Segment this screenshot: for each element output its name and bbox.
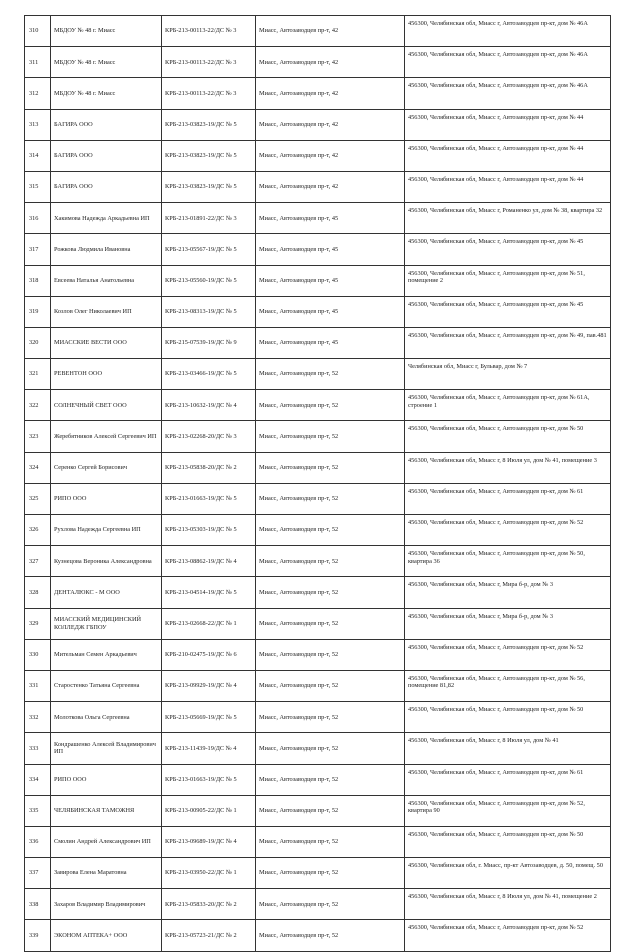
table-row — [25, 764, 611, 795]
legal-address-cell: 456300, Челябинская обл, Миасс г, Мира б-р, дом № 3 — [405, 577, 611, 608]
table-row — [25, 452, 611, 483]
organization-name-cell: Молоткова Ольга Сергеевна — [51, 702, 162, 733]
organization-name-cell: Завирова Елена Маратовна — [51, 858, 162, 889]
object-location-cell: Миасс, Автозаводцев пр-т, 45 — [256, 327, 405, 358]
registry-code-cell: КРБ-213-00113-22/ДС № 3 — [162, 16, 256, 47]
registry-code-cell: КРБ-213-05560-19/ДС № 5 — [162, 265, 256, 296]
registry-code-cell: КРБ-213-01891-22/ДС № 3 — [162, 203, 256, 234]
legal-address-cell: 456300, Челябинская обл, Миасс г, Мира б-р, дом № 3 — [405, 608, 611, 639]
object-location-cell: Миасс, Автозаводцев пр-т, 52 — [256, 702, 405, 733]
table-row — [25, 296, 611, 327]
legal-address-cell: 456300, Челябинская обл, Миасс г, Автозаводцев пр-кт, дом № 44 — [405, 109, 611, 140]
row-number-cell: 335 — [25, 795, 51, 826]
row-number-cell: 330 — [25, 639, 51, 670]
object-location-cell: Миасс, Автозаводцев пр-т, 52 — [256, 639, 405, 670]
object-location-cell: Миасс, Автозаводцев пр-т, 52 — [256, 359, 405, 390]
table-row — [25, 16, 611, 47]
object-location-cell: Миасс, Автозаводцев пр-т, 52 — [256, 577, 405, 608]
organization-name-cell: Старостенко Татьяна Сергеевна — [51, 670, 162, 701]
row-number-cell: 313 — [25, 109, 51, 140]
legal-address-cell: 456300, Челябинская обл, Миасс г, Автозаводцев пр-кт, дом № 44 — [405, 140, 611, 171]
table-row — [25, 359, 611, 390]
registry-code-cell: КРБ-213-05838-20/ДС № 2 — [162, 452, 256, 483]
object-location-cell: Миасс, Автозаводцев пр-т, 45 — [256, 265, 405, 296]
registry-code-cell: КРБ-213-05833-20/ДС № 2 — [162, 889, 256, 920]
organization-name-cell: Кондрашенко Алексей Владимирович ИП — [51, 733, 162, 764]
organization-name-cell: РИПО ООО — [51, 764, 162, 795]
row-number-cell: 324 — [25, 452, 51, 483]
organization-name-cell: РИПО ООО — [51, 483, 162, 514]
legal-address-cell: 456300, Челябинская обл, Миасс г, 8 Июля ул, дом № 41, помещение 2 — [405, 889, 611, 920]
legal-address-cell: Челябинская обл, Миасс г, Бульвар, дом № 7 — [405, 359, 611, 390]
registry-code-cell: КРБ-213-09689-19/ДС № 4 — [162, 826, 256, 857]
legal-address-cell: 456300, Челябинская обл, Миасс г, Автозаводцев пр-кт, дом № 52 — [405, 639, 611, 670]
row-number-cell: 334 — [25, 764, 51, 795]
organization-name-cell: БАГИРА ООО — [51, 171, 162, 202]
row-number-cell: 325 — [25, 483, 51, 514]
legal-address-cell: 456300, Челябинская обл, Миасс г, Автозаводцев пр-кт, дом № 52 — [405, 515, 611, 546]
object-location-cell: Миасс, Автозаводцев пр-т, 42 — [256, 140, 405, 171]
table-row — [25, 171, 611, 202]
object-location-cell: Миасс, Автозаводцев пр-т, 52 — [256, 920, 405, 951]
object-location-cell: Миасс, Автозаводцев пр-т, 52 — [256, 546, 405, 577]
table-row — [25, 483, 611, 514]
legal-address-cell: 456300, Челябинская обл, Миасс г, Романенко ул, дом № 38, квартира 32 — [405, 203, 611, 234]
organization-name-cell: Хакимова Надежда Аркадьевна ИП — [51, 203, 162, 234]
registry-code-cell: КРБ-213-10632-19/ДС № 4 — [162, 390, 256, 421]
organization-name-cell: БАГИРА ООО — [51, 109, 162, 140]
row-number-cell: 315 — [25, 171, 51, 202]
object-location-cell: Миасс, Автозаводцев пр-т, 42 — [256, 171, 405, 202]
legal-address-cell: 456300, Челябинская обл, г. Миасс, пр-кт Автозаводцев, д. 50, помещ. 50 — [405, 858, 611, 889]
object-location-cell: Миасс, Автозаводцев пр-т, 52 — [256, 483, 405, 514]
object-location-cell: Миасс, Автозаводцев пр-т, 45 — [256, 234, 405, 265]
row-number-cell: 333 — [25, 733, 51, 764]
object-location-cell: Миасс, Автозаводцев пр-т, 52 — [256, 795, 405, 826]
row-number-cell: 317 — [25, 234, 51, 265]
legal-address-cell: 456300, Челябинская обл, Миасс г, 8 Июля ул, дом № 41 — [405, 733, 611, 764]
row-number-cell: 338 — [25, 889, 51, 920]
object-location-cell: Миасс, Автозаводцев пр-т, 52 — [256, 452, 405, 483]
table-row — [25, 390, 611, 421]
table-row — [25, 733, 611, 764]
object-location-cell: Миасс, Автозаводцев пр-т, 42 — [256, 78, 405, 109]
row-number-cell: 314 — [25, 140, 51, 171]
object-location-cell: Миасс, Автозаводцев пр-т, 52 — [256, 858, 405, 889]
legal-address-cell: 456300, Челябинская обл, Миасс г, Автозаводцев пр-кт, дом № 52 — [405, 920, 611, 951]
table-row — [25, 421, 611, 452]
object-location-cell: Миасс, Автозаводцев пр-т, 45 — [256, 203, 405, 234]
object-location-cell: Миасс, Автозаводцев пр-т, 42 — [256, 47, 405, 78]
table-row — [25, 47, 611, 78]
registry-code-cell: КРБ-213-01663-19/ДС № 5 — [162, 483, 256, 514]
row-number-cell: 327 — [25, 546, 51, 577]
registry-code-cell: КРБ-213-02668-22/ДС № 1 — [162, 608, 256, 639]
table-row — [25, 234, 611, 265]
registry-code-cell: КРБ-213-09929-19/ДС № 4 — [162, 670, 256, 701]
row-number-cell: 329 — [25, 608, 51, 639]
table-row — [25, 78, 611, 109]
organization-name-cell: МИАССКИЕ ВЕСТИ ООО — [51, 327, 162, 358]
organization-name-cell: Рухлова Надежда Сергеевна ИП — [51, 515, 162, 546]
table-row — [25, 203, 611, 234]
legal-address-cell: 456300, Челябинская обл, Миасс г, Автозаводцев пр-кт, дом № 56, помещение 81,82 — [405, 670, 611, 701]
legal-address-cell: 456300, Челябинская обл, Миасс г, Автозаводцев пр-кт, дом № 61 — [405, 764, 611, 795]
organization-name-cell: Жеребятников Алексей Сергеевич ИП — [51, 421, 162, 452]
registry-code-cell: КРБ-213-05723-21/ДС № 2 — [162, 920, 256, 951]
organization-name-cell: Мительман Семен Аркадьевич — [51, 639, 162, 670]
registry-table-body — [25, 16, 611, 952]
legal-address-cell: 456300, Челябинская обл, Миасс г, Автозаводцев пр-кт, дом № 50, квартира 36 — [405, 546, 611, 577]
object-location-cell: Миасс, Автозаводцев пр-т, 52 — [256, 390, 405, 421]
legal-address-cell: 456300, Челябинская обл, Миасс г, Автозаводцев пр-кт, дом № 51, помещение 2 — [405, 265, 611, 296]
organization-name-cell: БАГИРА ООО — [51, 140, 162, 171]
object-location-cell: Миасс, Автозаводцев пр-т, 52 — [256, 889, 405, 920]
organization-name-cell: Рожкова Людмила Ивановна — [51, 234, 162, 265]
table-row — [25, 826, 611, 857]
row-number-cell: 312 — [25, 78, 51, 109]
object-location-cell: Миасс, Автозаводцев пр-т, 52 — [256, 733, 405, 764]
registry-code-cell: КРБ-213-03823-19/ДС № 5 — [162, 109, 256, 140]
legal-address-cell: 456300, Челябинская обл, Миасс г, Автозаводцев пр-кт, дом № 46А — [405, 78, 611, 109]
table-row — [25, 515, 611, 546]
organization-name-cell: Смолин Андрей Александрович ИП — [51, 826, 162, 857]
object-location-cell: Миасс, Автозаводцев пр-т, 42 — [256, 16, 405, 47]
registry-code-cell: КРБ-213-02268-20/ДС № 3 — [162, 421, 256, 452]
registry-code-cell: КРБ-213-04514-19/ДС № 5 — [162, 577, 256, 608]
row-number-cell: 318 — [25, 265, 51, 296]
table-row — [25, 889, 611, 920]
legal-address-cell: 456300, Челябинская обл, Миасс г, Автозаводцев пр-кт, дом № 50 — [405, 826, 611, 857]
object-location-cell: Миасс, Автозаводцев пр-т, 42 — [256, 109, 405, 140]
legal-address-cell: 456300, Челябинская обл, Миасс г, Автозаводцев пр-кт, дом № 46А — [405, 16, 611, 47]
object-location-cell: Миасс, Автозаводцев пр-т, 52 — [256, 670, 405, 701]
registry-code-cell: КРБ-213-03823-19/ДС № 5 — [162, 171, 256, 202]
row-number-cell: 310 — [25, 16, 51, 47]
registry-code-cell: КРБ-213-05669-19/ДС № 5 — [162, 702, 256, 733]
registry-code-cell: КРБ-213-00905-22/ДС № 1 — [162, 795, 256, 826]
table-row — [25, 858, 611, 889]
registry-code-cell: КРБ-213-03466-19/ДС № 5 — [162, 359, 256, 390]
legal-address-cell: 456300, Челябинская обл, Миасс г, Автозаводцев пр-кт, дом № 49, пав.481 — [405, 327, 611, 358]
legal-address-cell: 456300, Челябинская обл, Миасс г, Автозаводцев пр-кт, дом № 46А — [405, 47, 611, 78]
object-location-cell: Миасс, Автозаводцев пр-т, 52 — [256, 764, 405, 795]
organization-name-cell: МИАССКИЙ МЕДИЦИНСКИЙ КОЛЛЕДЖ ГБПОУ — [51, 608, 162, 639]
row-number-cell: 323 — [25, 421, 51, 452]
organization-name-cell: Евсеева Наталья Анатольевна — [51, 265, 162, 296]
row-number-cell: 322 — [25, 390, 51, 421]
registry-code-cell: КРБ-213-00113-22/ДС № 3 — [162, 47, 256, 78]
organization-name-cell: МБДОУ № 48 г. Миасс — [51, 78, 162, 109]
registry-code-cell: КРБ-213-03950-22/ДС № 1 — [162, 858, 256, 889]
organization-name-cell: Козлов Олег Николаевич ИП — [51, 296, 162, 327]
organization-name-cell: МБДОУ № 48 г. Миасс — [51, 16, 162, 47]
row-number-cell: 319 — [25, 296, 51, 327]
registry-code-cell: КРБ-213-03823-19/ДС № 5 — [162, 140, 256, 171]
object-location-cell: Миасс, Автозаводцев пр-т, 52 — [256, 826, 405, 857]
table-row — [25, 140, 611, 171]
registry-code-cell: КРБ-213-08862-19/ДС № 4 — [162, 546, 256, 577]
row-number-cell: 331 — [25, 670, 51, 701]
organization-name-cell: Захаров Владимир Владимирович — [51, 889, 162, 920]
table-row — [25, 920, 611, 951]
row-number-cell: 339 — [25, 920, 51, 951]
table-row — [25, 109, 611, 140]
table-row — [25, 608, 611, 639]
organization-name-cell: МБДОУ № 48 г. Миасс — [51, 47, 162, 78]
registry-table — [24, 15, 611, 952]
organization-name-cell: СОЛНЕЧНЫЙ СВЕТ ООО — [51, 390, 162, 421]
registry-code-cell: КРБ-213-11439-19/ДС № 4 — [162, 733, 256, 764]
row-number-cell: 326 — [25, 515, 51, 546]
legal-address-cell: 456300, Челябинская обл, Миасс г, Автозаводцев пр-кт, дом № 61 — [405, 483, 611, 514]
table-row — [25, 670, 611, 701]
row-number-cell: 332 — [25, 702, 51, 733]
object-location-cell: Миасс, Автозаводцев пр-т, 52 — [256, 608, 405, 639]
registry-code-cell: КРБ-213-05303-19/ДС № 5 — [162, 515, 256, 546]
table-row — [25, 702, 611, 733]
table-row — [25, 577, 611, 608]
row-number-cell: 311 — [25, 47, 51, 78]
organization-name-cell: ЭКОНОМ АПТЕКА+ ООО — [51, 920, 162, 951]
row-number-cell: 336 — [25, 826, 51, 857]
legal-address-cell: 456300, Челябинская обл, Миасс г, Автозаводцев пр-кт, дом № 50 — [405, 702, 611, 733]
row-number-cell: 328 — [25, 577, 51, 608]
registry-code-cell: КРБ-213-05567-19/ДС № 5 — [162, 234, 256, 265]
object-location-cell: Миасс, Автозаводцев пр-т, 52 — [256, 421, 405, 452]
registry-code-cell: КРБ-210-02475-19/ДС № 6 — [162, 639, 256, 670]
row-number-cell: 321 — [25, 359, 51, 390]
organization-name-cell: ЧЕЛЯБИНСКАЯ ТАМОЖНЯ — [51, 795, 162, 826]
organization-name-cell: Кузнецова Вероника Александровна — [51, 546, 162, 577]
legal-address-cell: 456300, Челябинская обл, Миасс г, 8 Июля ул, дом № 41, помещение 3 — [405, 452, 611, 483]
row-number-cell: 337 — [25, 858, 51, 889]
organization-name-cell: ДЕНТАЛЮКС - М ООО — [51, 577, 162, 608]
table-row — [25, 327, 611, 358]
organization-name-cell: Серенко Сергей Борисович — [51, 452, 162, 483]
table-row — [25, 265, 611, 296]
legal-address-cell: 456300, Челябинская обл, Миасс г, Автозаводцев пр-кт, дом № 52, квартира 90 — [405, 795, 611, 826]
row-number-cell: 320 — [25, 327, 51, 358]
object-location-cell: Миасс, Автозаводцев пр-т, 52 — [256, 515, 405, 546]
registry-code-cell: КРБ-213-01663-19/ДС № 5 — [162, 764, 256, 795]
legal-address-cell: 456300, Челябинская обл, Миасс г, Автозаводцев пр-кт, дом № 44 — [405, 171, 611, 202]
row-number-cell: 316 — [25, 203, 51, 234]
registry-code-cell: КРБ-213-08313-19/ДС № 5 — [162, 296, 256, 327]
object-location-cell: Миасс, Автозаводцев пр-т, 45 — [256, 296, 405, 327]
table-row — [25, 795, 611, 826]
legal-address-cell: 456300, Челябинская обл, Миасс г, Автозаводцев пр-кт, дом № 45 — [405, 234, 611, 265]
legal-address-cell: 456300, Челябинская обл, Миасс г, Автозаводцев пр-кт, дом № 45 — [405, 296, 611, 327]
legal-address-cell: 456300, Челябинская обл, Миасс г, Автозаводцев пр-кт, дом № 61А, строение 1 — [405, 390, 611, 421]
organization-name-cell: РЕВЕНТОН ООО — [51, 359, 162, 390]
legal-address-cell: 456300, Челябинская обл, Миасс г, Автозаводцев пр-кт, дом № 50 — [405, 421, 611, 452]
registry-code-cell: КРБ-215-07539-19/ДС № 9 — [162, 327, 256, 358]
table-row — [25, 546, 611, 577]
table-row — [25, 639, 611, 670]
registry-code-cell: КРБ-213-00113-22/ДС № 3 — [162, 78, 256, 109]
